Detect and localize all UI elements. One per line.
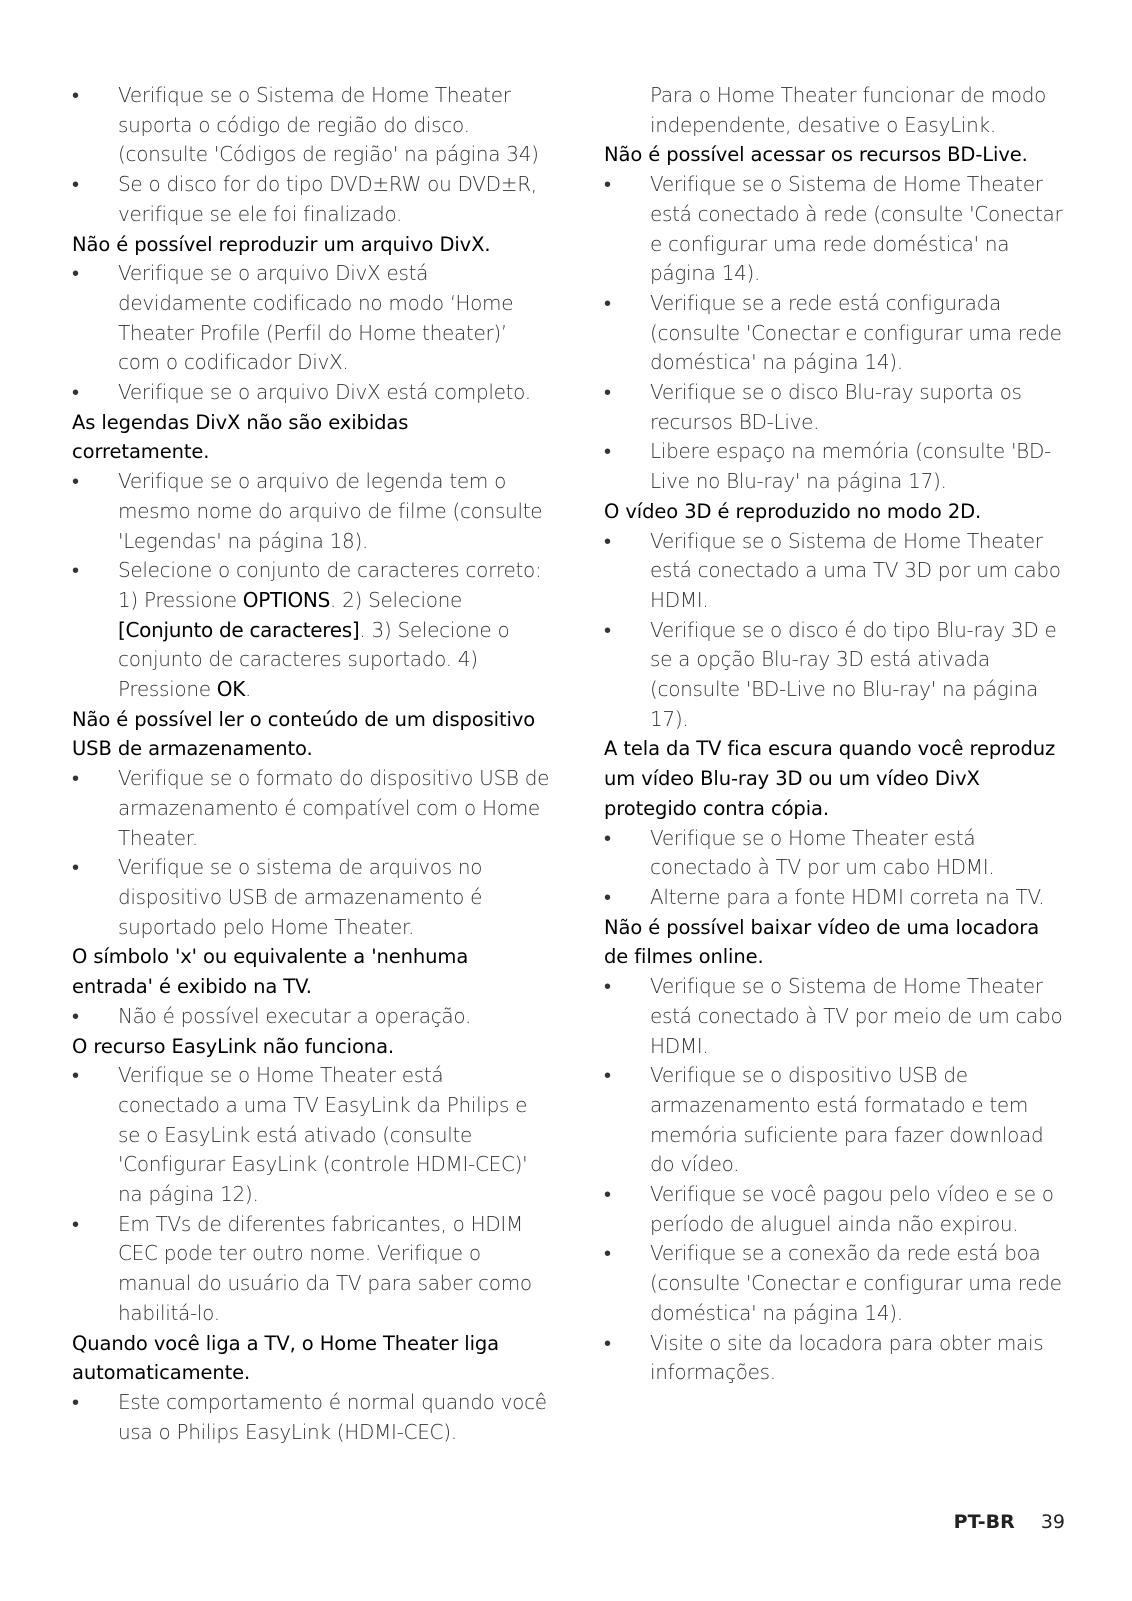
list-item [72,378,550,408]
bullet-icon: • [72,558,79,583]
list-item-text [118,558,541,701]
list-item [604,378,1064,437]
paragraph: Para o Home Theater funcionar de modo independente, desative o EasyLink. [650,83,1047,137]
language-code: PT-BR [953,1511,1015,1533]
bullet-icon: • [604,528,611,553]
list-item [604,289,1064,378]
list-item [72,1061,550,1210]
section-heading: A tela da TV fica escura quando você reproduz um vídeo Blu-ray 3D ou um vídeo DivX protegido contra cópia. [604,737,1056,820]
text-run: . 3) Selecione o conjunto de caracteres suportado. 4) Pressione [118,617,510,702]
bullet-icon: • [604,1182,611,1207]
list-item [604,883,1064,913]
list-item-text: Verifique se o Home Theater está conectado a uma TV EasyLink da Philips e se o EasyLink está ativado (consulte 'Configurar EasyLink (controle HDMI-CEC)' na página 12). [118,1063,528,1207]
bullet-icon: • [604,825,611,850]
list-item [604,1180,1064,1239]
list-item [604,1061,1064,1180]
list-item [72,556,550,705]
section-heading: Não é possível ler o conteúdo de um dispositivo USB de armazenamento. [72,707,536,761]
list-item-text: Verifique se o Sistema de Home Theater está conectado à rede (consulte 'Conectar e configurar uma rede doméstica' na página 14). [650,172,1063,286]
list-item-text: Verifique se o Sistema de Home Theater está conectado a uma TV 3D por um cabo HDMI. [650,528,1061,612]
bullet-icon: • [72,1389,79,1414]
bullet-icon: • [604,290,611,315]
list-item-text: Verifique se o arquivo DivX está devidamente codificado no modo ‘Home Theater Profile (Perfil do Home theater)’ com o codificador DivX. [118,261,514,375]
bullet-icon: • [72,469,79,494]
page-footer [954,1511,1065,1533]
bullet-list [72,81,550,230]
list-item-text: Verifique se a rede está configurada (consulte 'Conectar e configurar uma rede doméstica' na página 14). [650,290,1062,375]
list-item-text: Não é possível executar a operação. [118,1003,472,1028]
list-item [72,259,550,378]
list-item-text: Verifique se o dispositivo USB de armazenamento está formatado e tem memória suficiente para fazer download do vídeo. [650,1063,1044,1177]
list-item [604,170,1064,289]
bullet-list [604,972,1064,1388]
section-heading: O vídeo 3D é reproduzido no modo 2D. [604,499,982,523]
bullet-icon: • [604,439,611,464]
section-heading: Não é possível baixar vídeo de uma locadora de filmes online. [604,915,1040,969]
emphasis-text: OPTIONS [242,587,330,612]
text-run: . [245,677,252,702]
list-item [604,616,1064,735]
section-heading: Quando você liga a TV, o Home Theater liga automaticamente. [72,1331,500,1385]
list-item-text: Verifique se o disco é do tipo Blu-ray 3D e se a opção Blu-ray 3D está ativada (consulte 'BD-Live no Blu-ray' na página 17). [650,617,1057,731]
bullet-icon: • [72,1063,79,1088]
bullet-icon: • [72,172,79,197]
section-heading: O símbolo 'x' ou equivalente a 'nenhuma entrada' é exibido na TV. [72,945,469,999]
list-item-text: Verifique se o Home Theater está conectado à TV por um cabo HDMI. [650,825,995,880]
bullet-icon: • [604,884,611,909]
list-item-text: Verifique se o arquivo DivX está completo. [118,380,531,405]
list-item-text: Alterne para a fonte HDMI correta na TV. [650,884,1045,909]
bullet-icon: • [72,261,79,286]
section-heading: As legendas DivX não são exibidas corretamente. [72,410,409,464]
section-heading: Não é possível reproduzir um arquivo DivX. [72,232,491,256]
bullet-icon: • [604,380,611,405]
bullet-list [72,1388,550,1447]
list-item [72,853,550,942]
list-item [604,1239,1064,1328]
list-item-text: Visite o site da locadora para obter mais informações. [650,1330,1044,1385]
bullet-icon: • [604,1330,611,1355]
list-item-text: Verifique se o sistema de arquivos no dispositivo USB de armazenamento é suportado pelo Home Theater. [118,855,483,939]
section-heading: O recurso EasyLink não funciona. [72,1034,395,1058]
bullet-list [72,467,550,705]
bullet-list [72,1002,550,1032]
bullet-icon: • [604,617,611,642]
bullet-list [604,170,1064,497]
bullet-list [604,824,1064,913]
bullet-list [72,1061,550,1328]
list-item [72,764,550,853]
bullet-icon: • [72,83,79,107]
section-heading: Não é possível acessar os recursos BD-Live. [604,143,1028,167]
text-run: . 2) Selecione [329,587,463,612]
list-item-text: Verifique se o arquivo de legenda tem o mesmo nome do arquivo de filme (consulte 'Legendas' na página 18). [118,469,543,553]
list-item [604,824,1064,883]
list-item [72,1002,550,1032]
list-item [72,1388,550,1447]
bullet-icon: • [604,974,611,999]
list-item-text: Verifique se o Sistema de Home Theater está conectado à TV por meio de um cabo HDMI. [650,974,1063,1058]
right-column [604,81,1064,1388]
bullet-icon: • [72,855,79,880]
bullet-icon: • [72,1211,79,1236]
list-item-text: Libere espaço na memória (consulte 'BD-Live no Blu-ray' na página 17). [650,439,1051,494]
list-item [72,170,550,229]
list-item [72,81,550,170]
list-item [604,527,1064,616]
bullet-icon: • [72,1003,79,1028]
bullet-icon: • [72,380,79,405]
list-item-text: Verifique se o Sistema de Home Theater suporta o código de região do disco. (consulte 'Códigos de região' na página 34) [118,83,539,167]
list-item-text: Este comportamento é normal quando você usa o Philips EasyLink (HDMI-CEC). [118,1389,547,1444]
left-column [72,81,550,1447]
list-item-text: Em TVs de diferentes fabricantes, o HDIM CEC pode ter outro nome. Verifique o manual do usuário da TV para saber como habilitá-lo. [118,1211,532,1325]
emphasis-text: OK [216,677,246,702]
list-item-text: Verifique se o disco Blu-ray suporta os recursos BD-Live. [650,380,1022,434]
bullet-list [72,764,550,942]
bullet-icon: • [604,1063,611,1088]
list-item [604,437,1064,496]
bullet-list [604,527,1064,735]
text-run: Selecione o conjunto de caracteres correto: 1) Pressione [118,558,542,612]
list-item-text: Se o disco for do tipo DVD±RW ou DVD±R, verifique se ele foi finalizado. [118,172,537,226]
list-item [604,972,1064,1061]
list-item [72,467,550,556]
page-number: 39 [1040,1511,1065,1533]
list-item-text: Verifique se você pagou pelo vídeo e se o período de aluguel ainda não expirou. [650,1182,1054,1236]
bullet-icon: • [72,766,79,791]
list-item [604,1329,1064,1388]
list-item-text: Verifique se a conexão da rede está boa (consulte 'Conectar e configurar uma rede doméstica' na página 14). [650,1241,1062,1325]
bullet-list [72,259,550,408]
list-item [72,1210,550,1329]
bullet-icon: • [604,1241,611,1266]
bullet-icon: • [604,172,611,197]
emphasis-text: [Conjunto de caracteres] [118,617,360,642]
list-item-text: Verifique se o formato do dispositivo USB de armazenamento é compatível com o Home Theater. [118,766,550,850]
